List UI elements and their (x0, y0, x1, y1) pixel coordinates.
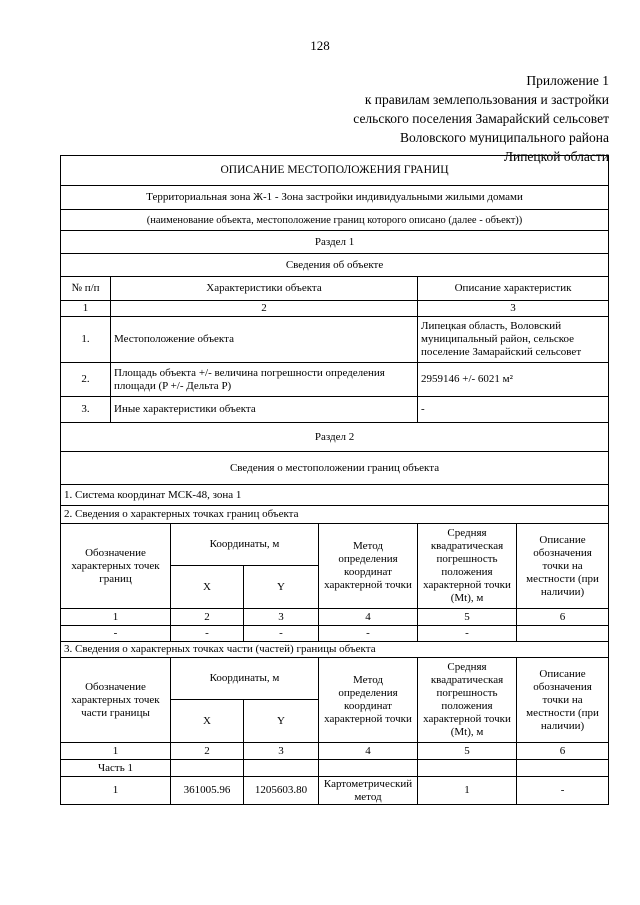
header-y: Y (244, 700, 319, 743)
part-heading: 3. Сведения о характерных точках части (частей) границы объекта (61, 642, 609, 658)
col-number: 1 (61, 743, 171, 760)
section1-label: Раздел 1 (61, 231, 609, 254)
header-coordinates: Координаты, м (171, 524, 319, 566)
part-cell: - (517, 777, 609, 805)
col-number: 4 (319, 609, 418, 626)
col-number: 4 (319, 743, 418, 760)
appendix-line: сельского поселения Замарайский сельсовет (353, 111, 609, 126)
header-method: Метод определения координат характерной точки (319, 658, 418, 743)
appendix-header (353, 71, 609, 166)
appendix-line: Приложение 1 (526, 73, 609, 88)
col-number: 2 (111, 301, 418, 317)
point-cell: - (244, 626, 319, 642)
header-x: X (171, 566, 244, 609)
page-number: 128 (310, 38, 330, 53)
point-cell: - (319, 626, 418, 642)
col-number: 2 (171, 743, 244, 760)
col-number: 3 (244, 609, 319, 626)
col-number: 6 (517, 609, 609, 626)
col-number: 6 (517, 743, 609, 760)
row-characteristic: Местоположение объекта (111, 317, 418, 363)
row-value: Липецкая область, Воловский муниципальный район, сельское поселение Замарайский сельсовет (418, 317, 609, 363)
point-cell (517, 626, 609, 642)
col-number: 5 (418, 609, 517, 626)
row-value: - (418, 397, 609, 423)
point-cell: - (171, 626, 244, 642)
row-characteristic: Площадь объекта +/- величина погрешности определения площади (P +/- Дельта P) (111, 363, 418, 397)
section2-heading: Сведения о местоположении границ объекта (61, 452, 609, 485)
col-header-characteristic: Характеристики объекта (111, 277, 418, 301)
table-row (61, 317, 609, 363)
header-coordinates: Координаты, м (171, 658, 319, 700)
table-row (61, 363, 609, 397)
part-cell: Картометрический метод (319, 777, 418, 805)
row-number: 2. (61, 363, 111, 397)
section2-label: Раздел 2 (61, 423, 609, 452)
object-note: (наименование объекта, местоположение границ которого описано (далее - объект)) (61, 210, 609, 231)
col-number: 1 (61, 301, 111, 317)
header-error: Средняя квадратическая погрешность положения характерной точки (Mt), м (418, 524, 517, 609)
row-characteristic: Иные характеристики объекта (111, 397, 418, 423)
table-row (61, 777, 609, 805)
coord-system: 1. Система координат МСК-48, зона 1 (61, 485, 609, 506)
point-cell: - (418, 626, 517, 642)
header-designation-part: Обозначение характерных точек части границы (61, 658, 171, 743)
table-row (61, 626, 609, 642)
col-number: 1 (61, 609, 171, 626)
header-designation: Обозначение характерных точек границ (61, 524, 171, 609)
point-cell: - (61, 626, 171, 642)
row-number: 3. (61, 397, 111, 423)
header-x: X (171, 700, 244, 743)
doc-title: ОПИСАНИЕ МЕСТОПОЛОЖЕНИЯ ГРАНИЦ (61, 156, 609, 186)
header-method: Метод определения координат характерной точки (319, 524, 418, 609)
part-cell: 1 (61, 777, 171, 805)
col-number: 3 (244, 743, 319, 760)
col-number: 3 (418, 301, 609, 317)
header-description: Описание обозначения точки на местности (при наличии) (517, 524, 609, 609)
appendix-line: Воловского муниципального района (400, 130, 609, 145)
header-description: Описание обозначения точки на местности (при наличии) (517, 658, 609, 743)
boundary-description-table (60, 155, 609, 805)
col-header-description: Описание характеристик (418, 277, 609, 301)
appendix-line: к правилам землепользования и застройки (364, 92, 609, 107)
part-cell: 361005.96 (171, 777, 244, 805)
table-row (61, 397, 609, 423)
col-number: 5 (418, 743, 517, 760)
header-y: Y (244, 566, 319, 609)
part-cell: 1205603.80 (244, 777, 319, 805)
col-header-num: № п/п (61, 277, 111, 301)
appendix-line: Липецкой области (503, 149, 609, 164)
points-heading: 2. Сведения о характерных точках границ объекта (61, 506, 609, 524)
section1-heading: Сведения об объекте (61, 254, 609, 277)
row-number: 1. (61, 317, 111, 363)
header-error: Средняя квадратическая погрешность положения характерной точки (Mt), м (418, 658, 517, 743)
col-number: 2 (171, 609, 244, 626)
row-value: 2959146 +/- 6021 м² (418, 363, 609, 397)
part-label: Часть 1 (61, 760, 171, 777)
part-cell: 1 (418, 777, 517, 805)
zone-name: Территориальная зона Ж-1 - Зона застройки индивидуальными жилыми домами (61, 186, 609, 210)
